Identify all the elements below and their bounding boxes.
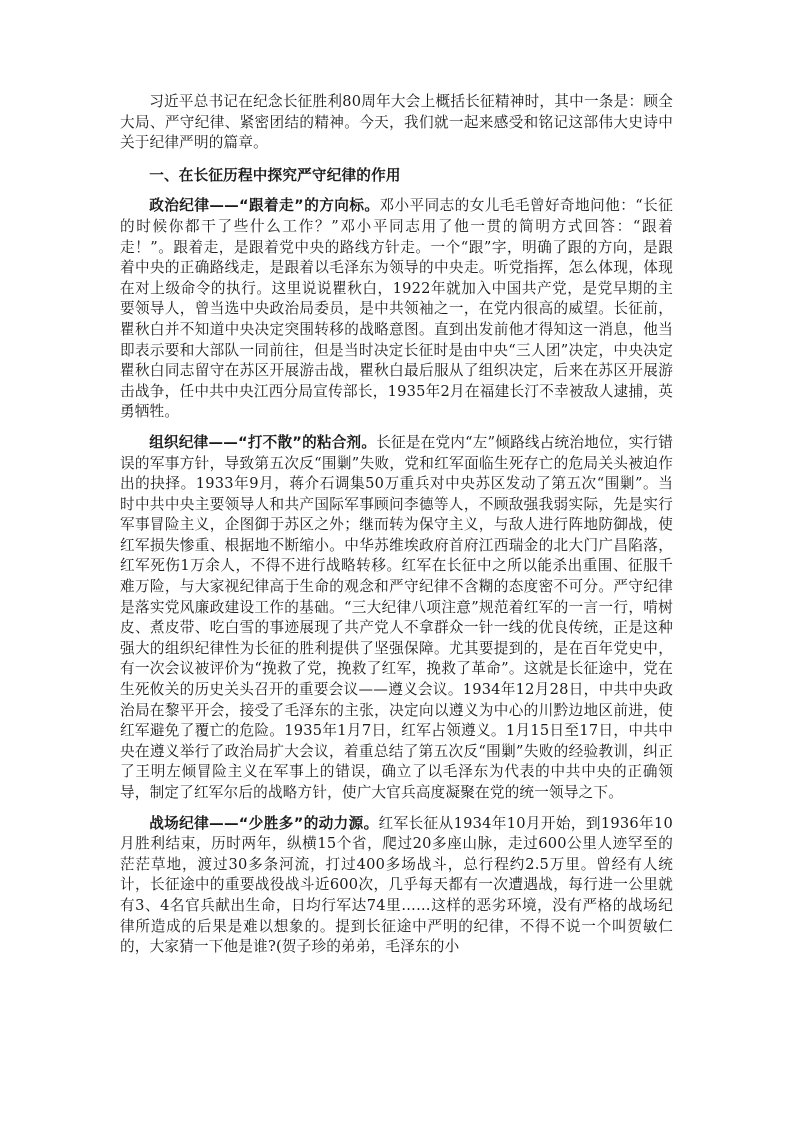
paragraph-lead: 组织纪律——“打不散”的粘合剂。 (149, 433, 377, 451)
paragraph-political-discipline (120, 196, 673, 423)
section-heading: 一、在长征历程中探究严守纪律的作用 (149, 166, 401, 184)
paragraph-lead: 政治纪律——“跟着走”的方向标。 (149, 197, 380, 215)
paragraph-body: 邓小平同志的女儿毛毛曾好奇地问他：“长征的时候你都干了些什么工作？”邓小平同志用了他一贯的简明方式回答：“跟着走！”。跟着走，是跟着党中央的路线方针走。一个“跟”字，明确了跟的方向，是跟着中央的正确路线走，是跟着以毛泽东为领导的中央走。听党指挥，怎么体现，体现在对上级命令的执行。这里说说瞿秋白，1922年就加入中国共产党，是党早期的主要领导人，曾当选中央政治局委员，是中共领袖之一，在党内很高的威望。长征前，瞿秋白并不知道中央决定突围转移的战略意图。直到出发前他才得知这一消息，他当即表示要和大部队一同前往，但是当时决定长征时是由中央“三人团”决定，中央决定瞿秋白同志留守在苏区开展游击战，瞿秋白最后服从了组织决定，后来在苏区开展游击战争，任中共中央江西分局宣传部长，1935年2月在福建长汀不幸被敌人逮捕，英勇牺牲。 (120, 197, 673, 421)
paragraph-battlefield-discipline (120, 814, 673, 958)
paragraph-body: 长征是在党内“左”倾路线占统治地位，实行错误的军事方针，导致第五次反“围剿”失败，党和红军面临生死存亡的危局关头被迫作出的抉择。1933年9月，蒋介石调集50万重兵对中央苏区发动了第五次“围剿”。当时中共中央主要领导人和共产国际军事顾问李德等人，不顾敌强我弱实际，先是实行军事冒险主义，企图御于苏区之外；继而转为保守主义，与敌人进行阵地防御战，使红军损失惨重、根据地不断缩小。中华苏维埃政府首府江西瑞金的北大门广昌陷落，红军死伤1万余人，不得不进行战略转移。红军在长征中之所以能杀出重围、征服千难万险，与大家视纪律高于生命的观念和严守纪律不含糊的态度密不可分。严守纪律是落实党风廉政建设工作的基础。“三大纪律八项注意”规范着红军的一言一行，啃树皮、煮皮带、吃白雪的事迹展现了共产党人不拿群众一针一线的优良传统，正是这种强大的组织纪律性为长征的胜利提供了坚强保障。尤其要提到的，是在百年党史中，有一次会议被评价为“挽救了党，挽救了红军，挽救了革命”。这就是长征途中，党在生死攸关的历史关头召开的重要会议——遵义会议。1934年12月28日，中共中央政治局在黎平开会，接受了毛泽东的主张，决定向以遵义为中心的川黔边地区前进，使红军避免了覆亡的危险。1935年1月7日，红军占领遵义。1月15日至17日，中共中央在遵义举行了政治局扩大会议，着重总结了第五次反“围剿”失败的经验教训，纠正了王明左倾冒险主义在军事上的错误，确立了以毛泽东为代表的中共中央的正确领导，制定了红军尔后的战略方针，使广大官兵高度凝聚在党的统一领导之下。 (120, 433, 674, 801)
intro-paragraph: 习近平总书记在纪念长征胜利80周年大会上概括长征精神时，其中一条是：顾全大局、严守纪律、紧密团结的精神。今天，我们就一起来感受和铭记这部伟大史诗中关于纪律严明的篇章。 (120, 93, 673, 152)
paragraph-organizational-discipline (120, 433, 673, 804)
paragraph-lead: 战场纪律——“少胜多”的动力源。 (149, 814, 379, 832)
paragraph-body: 红军长征从1934年10月开始，到1936年10月胜利结束，历时两年，纵横15个省，爬过20多座山脉，走过600公里人迹罕至的茫茫草地，渡过30多条河流，打过400多场战斗，总行程约2.5万里。曾经有人统计，长征途中的重要战役战斗近600次，几乎每天都有一次遭遇战，每行进一公里就有3、4名官兵献出生命，日均行军达74里……这样的恶劣环境，没有严格的战场纪律所造成的后果是难以想象的。提到长征途中严明的纪律，不得不说一个叫贺敏仁的，大家猜一下他是谁?(贺子珍的弟弟，毛泽东的小 (120, 814, 673, 956)
document-page (120, 92, 673, 968)
